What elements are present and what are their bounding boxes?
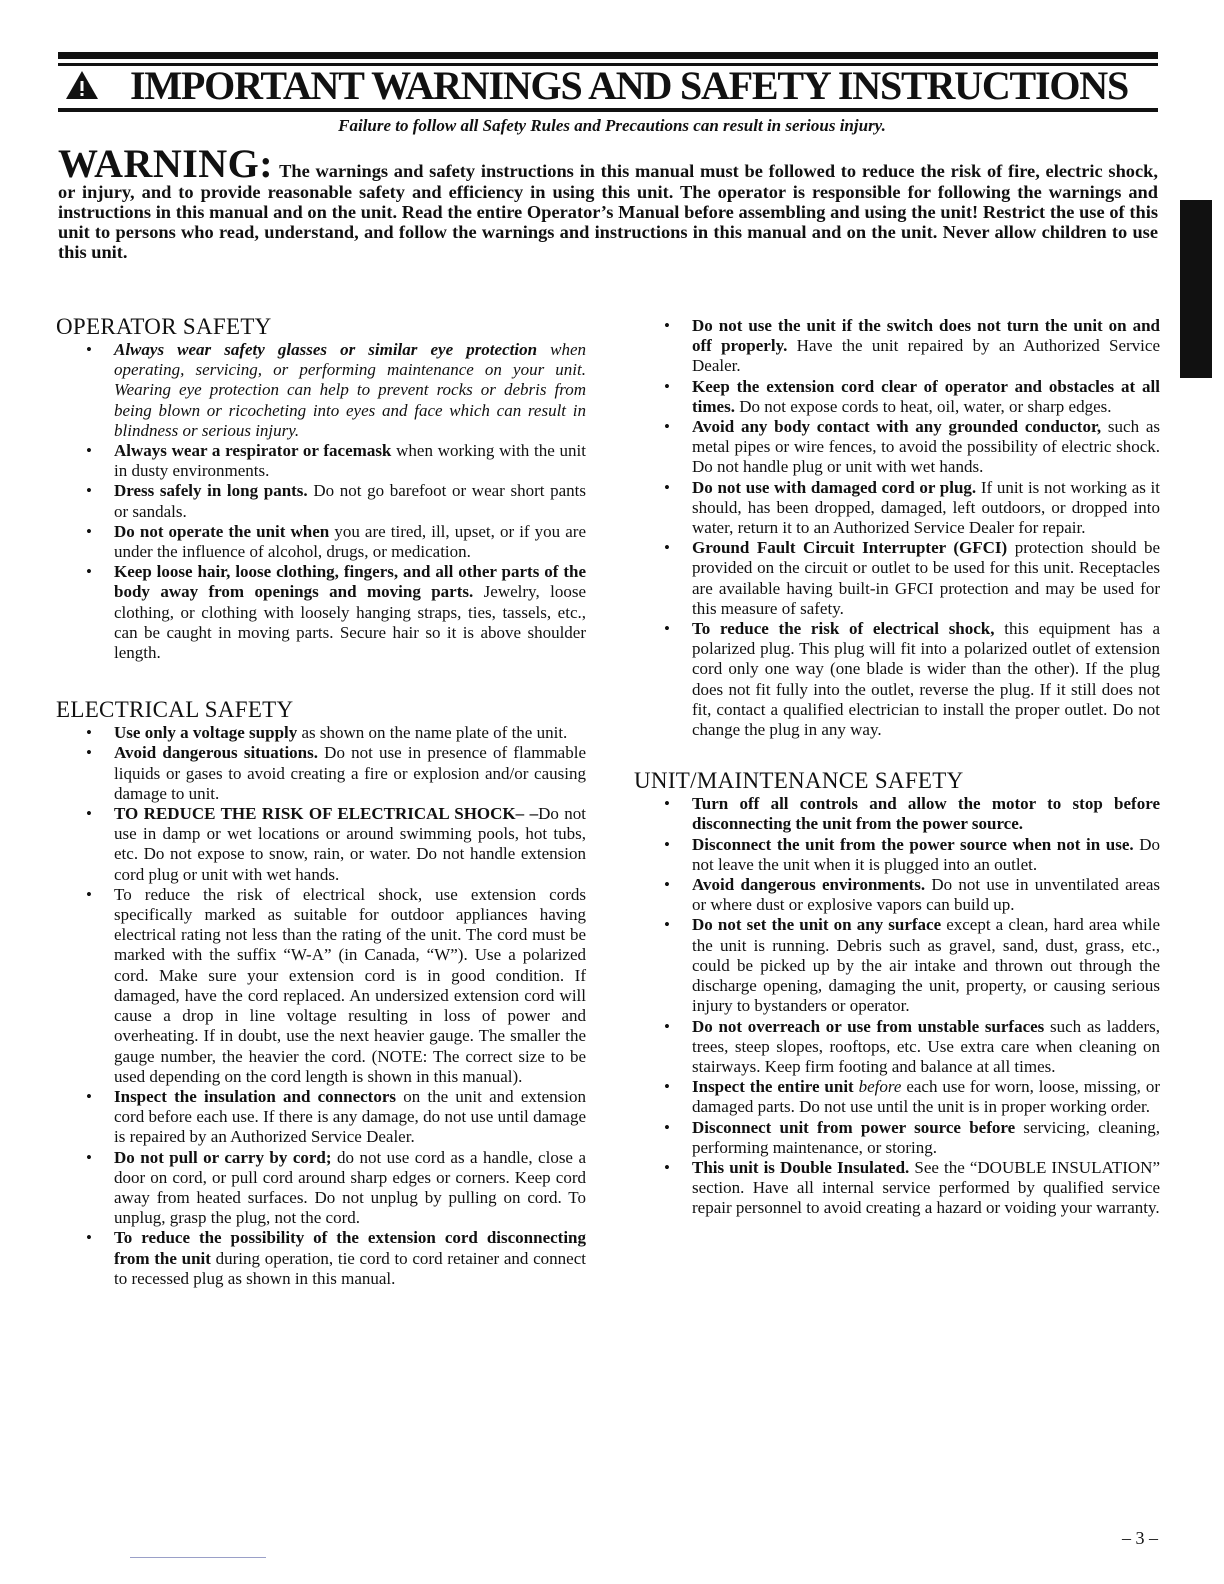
list-item: • To reduce the risk of electrical shock, this equipment has a polarized plug. This plug will fit into a polarized outlet of extension cord only one way (one blade is wider than the other). If the plug does not fit fully into the outlet, reverse the plug. If it still does not fit, contact a qualified electrician to install the proper outlet. Do not change the plug in any way. xyxy=(634,619,1160,740)
list-item: • Always wear a respirator or facemask when working with the unit in dusty environments. xyxy=(56,441,586,481)
section-tab-marker xyxy=(1180,200,1212,378)
title-underline xyxy=(58,108,1158,112)
list-item: • Avoid dangerous environments. Do not use in unventilated areas or where dust or explosive vapors can build up. xyxy=(634,875,1160,915)
subtitle: Failure to follow all Safety Rules and Precautions can result in serious injury. xyxy=(338,116,886,135)
list-item: • Keep loose hair, loose clothing, fingers, and all other parts of the body away from openings and moving parts. Jewelry, loose clothing, or clothing with loosely hanging straps, ties, tassels, etc., can be caught in moving parts. Secure hair so it is above shoulder length. xyxy=(56,562,586,663)
operator-safety-list xyxy=(56,340,586,663)
electrical-safety-heading: ELECTRICAL SAFETY xyxy=(56,697,294,723)
warning-word: WARNING: xyxy=(58,141,274,186)
electrical-safety-list xyxy=(56,723,586,1289)
list-item: • Do not use the unit if the switch does not turn the unit on and off properly. Have the unit repaired by an Authorized Service Dealer. xyxy=(634,316,1160,377)
list-item: • Avoid dangerous situations. Do not use in presence of flammable liquids or gases to avoid creating a fire or explosion and/or causing damage to unit. xyxy=(56,743,586,804)
list-item: • Use only a voltage supply as shown on the name plate of the unit. xyxy=(56,723,586,743)
list-item: • Inspect the entire unit before each use for worn, loose, missing, or damaged parts. Do not use until the unit is in proper working order. xyxy=(634,1077,1160,1117)
operator-safety-heading: OPERATOR SAFETY xyxy=(56,314,272,339)
top-rule-thick xyxy=(58,52,1158,59)
list-item: • Do not pull or carry by cord; do not use cord as a handle, close a door on cord, or pull cord around sharp edges or corners. Keep cord away from heated surfaces. Do not unplug by pulling on cord. To unplug, grasp the plug, not the cord. xyxy=(56,1148,586,1229)
electrical-safety-continued-list xyxy=(634,316,1160,740)
list-item: • Ground Fault Circuit Interrupter (GFCI) protection should be provided on the circuit or outlet to be used for this unit. Receptacles are available having built-in GFCI protection and may be used for this measure of safety. xyxy=(634,538,1160,619)
page-number: – 3 – xyxy=(1122,1528,1158,1548)
list-item: • Do not use with damaged cord or plug. If unit is not working as it should, has been dropped, damaged, left outdoors, or dropped into water, return it to an Authorized Service Dealer for repair. xyxy=(634,478,1160,539)
warning-triangle-icon xyxy=(64,69,100,101)
list-item: • TO REDUCE THE RISK OF ELECTRICAL SHOCK– –Do not use in damp or wet locations or around swimming pools, hot tubs, etc. Do not expose to snow, rain, or water. Do not handle extension cord plug or unit with wet hands. xyxy=(56,804,586,885)
page-title xyxy=(58,62,1158,108)
list-item: • Keep the extension cord clear of operator and obstacles at all times. Do not expose cords to heat, oil, water, or sharp edges. xyxy=(634,377,1160,417)
warning-paragraph xyxy=(58,141,1158,262)
list-item: • This unit is Double Insulated. See the “DOUBLE INSULATION” section. Have all internal service performed by qualified service repair personnel to avoid creating a hazard or voiding your warranty. xyxy=(634,1158,1160,1219)
list-item: • Inspect the insulation and connectors on the unit and extension cord before each use. If there is any damage, do not use until damage is repaired by an Authorized Service Dealer. xyxy=(56,1087,586,1148)
right-column xyxy=(634,316,1160,1219)
unit-maintenance-list xyxy=(634,794,1160,1218)
list-item: • Always wear safety glasses or similar eye protection when operating, servicing, or performing maintenance on your unit. Wearing eye protection can help to prevent rocks or debris from being blown or ricocheting into eyes and face which can result in blindness or serious injury. xyxy=(56,340,586,441)
unit-maintenance-heading: UNIT/MAINTENANCE SAFETY xyxy=(634,768,964,794)
list-item: • Disconnect unit from power source before servicing, cleaning, performing maintenance, or storing. xyxy=(634,1118,1160,1158)
list-item: • To reduce the risk of electrical shock, use extension cords specifically marked as suitable for outdoor appliances having electrical rating not less than the rating of the unit. The cord must be marked with the suffix “W-A” (in Canada, “W”). Use a polarized cord. Make sure your extension cord is in good condition. If damaged, have the cord replaced. An undersized extension cord will cause a drop in line voltage resulting in loss of power and overheating. If in doubt, use the next heavier gauge. The smaller the gauge number, the heavier the cord. (NOTE: The correct size to be used depending on the cord length is shown in this manual). xyxy=(56,885,586,1087)
list-item: • Do not operate the unit when you are tired, ill, upset, or if you are under the influence of alcohol, drugs, or medication. xyxy=(56,522,586,562)
footer-rule xyxy=(130,1557,266,1558)
warning-text: The warnings and safety instructions in this manual must be followed to reduce the risk of fire, electric shock, or injury, and to provide reasonable safety and efficiency in using this unit. The operator is responsible for following the warnings and instructions in this manual and on the unit. Read the entire Operator’s Manual before assembling and using the unit! Restrict the use of this unit to persons who read, understand, and follow the warnings and instructions in this manual and on the unit. Never allow children to use this unit. xyxy=(58,161,1158,262)
list-item: • Dress safely in long pants. Do not go barefoot or wear short pants or sandals. xyxy=(56,481,586,521)
list-item: • To reduce the possibility of the extension cord disconnecting from the unit during operation, tie cord to cord retainer and connect to recessed plug as shown in this manual. xyxy=(56,1228,586,1289)
list-item: • Turn off all controls and allow the motor to stop before disconnecting the unit from the power source. xyxy=(634,794,1160,834)
list-item: • Avoid any body contact with any grounded conductor, such as metal pipes or wire fences, to avoid the possibility of electric shock. Do not handle plug or unit with wet hands. xyxy=(634,417,1160,478)
list-item: • Do not set the unit on any surface except a clean, hard area while the unit is running. Debris such as gravel, sand, dust, grass, etc., could be picked up by the air intake and thrown out through the discharge opening, damaging the unit, property, or causing serious injury to bystanders or operator. xyxy=(634,915,1160,1016)
left-column xyxy=(56,314,586,1289)
title-text: IMPORTANT WARNINGS AND SAFETY INSTRUCTIONS xyxy=(130,62,1129,108)
list-item: • Disconnect the unit from the power source when not in use. Do not leave the unit when it is plugged into an outlet. xyxy=(634,835,1160,875)
list-item: • Do not overreach or use from unstable surfaces such as ladders, trees, steep slopes, rooftops, etc. Use extra care when cleaning on stairways. Keep firm footing and balance at all times. xyxy=(634,1017,1160,1078)
